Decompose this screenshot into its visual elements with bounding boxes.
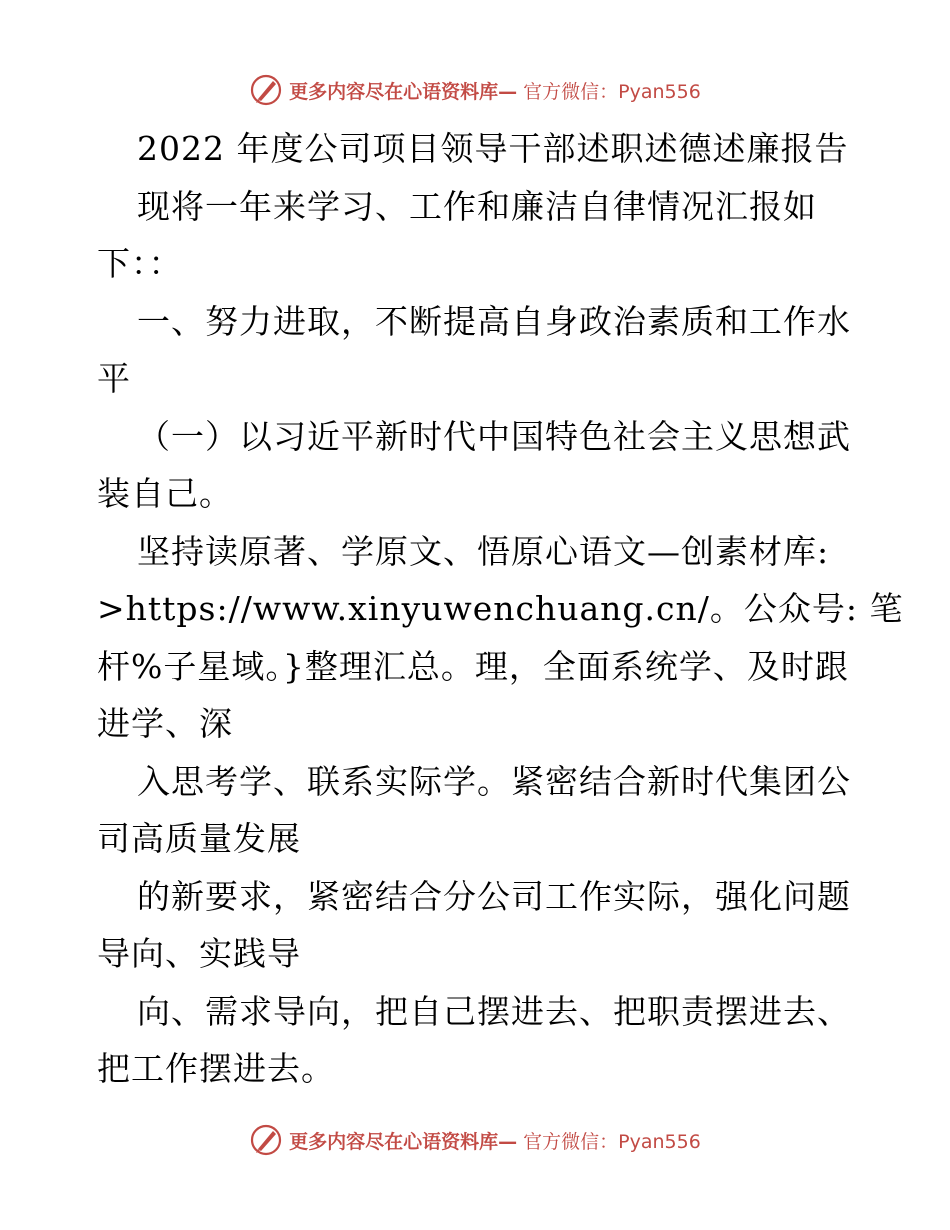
footer-watermark-banner [0,1120,950,1160]
paragraph-line: 坚持读原著、学原文、悟原心语文—创素材库: [137,531,830,571]
paragraph-line: 的新要求，紧密结合分公司工作实际，强化问题 [137,876,851,916]
paragraph-line: 杆%子星域。}整理汇总。理，全面系统学、及时跟 [97,646,849,686]
paragraph-line: 向、需求导向，把自己摆进去、把职责摆进去、 [137,991,851,1031]
quill-pen-logo-icon [249,73,283,107]
paragraph-line: 把工作摆进去。 [97,1049,335,1088]
paragraph-line: 现将一年来学习、工作和廉洁自律情况汇报如 [137,186,817,226]
section-heading: 一、努力进取，不断提高自身政治素质和工作水 [137,301,851,341]
paragraph-line: 入思考学、联系实际学。紧密结合新时代集团公 [137,761,851,801]
paragraph-line: 司高质量发展 [97,819,301,858]
paragraph-line: 进学、深 [97,704,233,743]
paragraph-line: 下：： [97,244,183,283]
quill-pen-logo-icon [249,1123,283,1157]
banner-site-text: 更多内容尽在心语资料库— [289,80,518,103]
paragraph-line: >https://www.xinyuwenchuang.cn/。公众号: 笔 [97,589,904,628]
document-title: 2022 年度公司项目领导干部述职述德述廉报告 [137,129,849,168]
banner-site-text: 更多内容尽在心语资料库— [289,1130,518,1153]
paragraph-line: 导向、实践导 [97,934,301,973]
section-heading-cont: 平 [97,359,131,398]
banner-wechat-text: 官方微信：Pyan556 [523,1130,701,1153]
banner-wechat-text: 官方微信：Pyan556 [523,80,701,103]
subsection-heading: （一）以习近平新时代中国特色社会主义思想武 [137,416,851,456]
subsection-heading-cont: 装自己。 [97,474,233,513]
header-watermark-banner [0,70,950,110]
document-body [97,120,904,1098]
